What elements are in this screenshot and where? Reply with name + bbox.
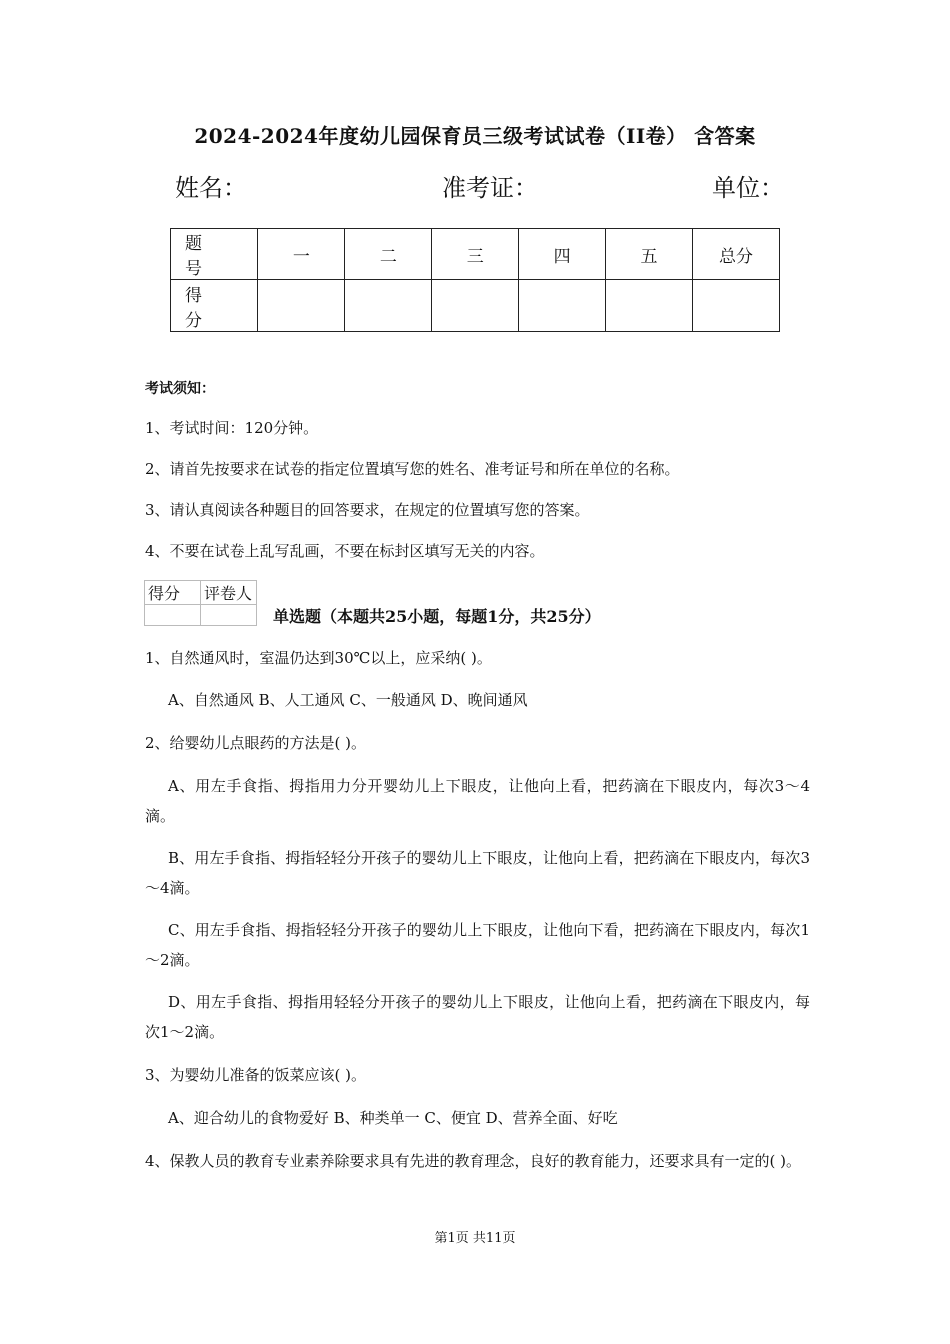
score-table-cell: 总分 (693, 229, 780, 280)
score-input-cell[interactable] (432, 280, 519, 332)
score-table (170, 228, 780, 332)
question-1: 1、自然通风时，室温仍达到30℃以上，应采纳( )。 (145, 649, 492, 667)
question-4: 4、保教人员的教育专业素养除要求具有先进的教育理念，良好的教育能力，还要求具有一定的( )。 (145, 1152, 802, 1170)
score-table-cell: 题号 (171, 229, 258, 280)
score-input-cell[interactable] (693, 280, 780, 332)
page-footer: 第1页 共11页 (434, 1231, 516, 1246)
grader-name-cell[interactable] (201, 605, 257, 626)
question-2-option-d: D、用左手食指、拇指用轻轻分开孩子的婴幼儿上下眼皮，让他向上看，把药滴在下眼皮内，每次1～2滴。 (145, 993, 810, 1041)
score-table-cell: 三 (432, 229, 519, 280)
question-3: 3、为婴幼儿准备的饭菜应该( )。 (145, 1066, 367, 1084)
grader-name-label: 评卷人 (201, 581, 257, 605)
score-table-cell: 得分 (171, 280, 258, 332)
notice-item: 4、不要在试卷上乱写乱画，不要在标封区填写无关的内容。 (145, 542, 545, 560)
question-2-option-b: B、用左手食指、拇指轻轻分开孩子的婴幼儿上下眼皮，让他向上看，把药滴在下眼皮内，每次3～4滴。 (145, 849, 810, 897)
grader-table (144, 580, 257, 626)
score-table-score-row (171, 280, 780, 332)
score-input-cell[interactable] (606, 280, 693, 332)
exam-id-label: 准考证： (442, 174, 538, 202)
score-input-cell[interactable] (258, 280, 345, 332)
notice-item: 2、请首先按要求在试卷的指定位置填写您的姓名、准考证号和所在单位的名称。 (145, 460, 680, 478)
score-input-cell[interactable] (345, 280, 432, 332)
page-title: 2024-2024年度幼儿园保育员三级考试试卷（II卷） 含答案 (194, 124, 756, 148)
question-1-options: A、自然通风 B、人工通风 C、一般通风 D、晚间通风 (168, 691, 528, 709)
notice-item: 3、请认真阅读各种题目的回答要求，在规定的位置填写您的答案。 (145, 501, 590, 519)
notice-title: 考试须知： (145, 381, 215, 397)
grader-score-cell[interactable] (145, 605, 201, 626)
unit-label: 单位： (712, 174, 784, 202)
question-2-option-c: C、用左手食指、拇指轻轻分开孩子的婴幼儿上下眼皮，让他向下看，把药滴在下眼皮内，每次1～2滴。 (145, 921, 810, 969)
score-table-header-row (171, 229, 780, 280)
name-label: 姓名： (175, 174, 247, 202)
grader-score-label: 得分 (145, 581, 201, 605)
section-title: 单选题（本题共25小题，每题1分，共25分） (273, 607, 601, 626)
score-table-cell: 一 (258, 229, 345, 280)
score-input-cell[interactable] (519, 280, 606, 332)
question-2: 2、给婴幼儿点眼药的方法是( )。 (145, 734, 367, 752)
question-2-option-a: A、用左手食指、拇指用力分开婴幼儿上下眼皮，让他向上看，把药滴在下眼皮内，每次3～4滴。 (145, 777, 810, 825)
score-table-cell: 四 (519, 229, 606, 280)
notice-item: 1、考试时间：120分钟。 (145, 419, 319, 437)
score-table-cell: 二 (345, 229, 432, 280)
question-3-options: A、迎合幼儿的食物爱好 B、种类单一 C、便宜 D、营养全面、好吃 (168, 1109, 618, 1127)
score-table-cell: 五 (606, 229, 693, 280)
